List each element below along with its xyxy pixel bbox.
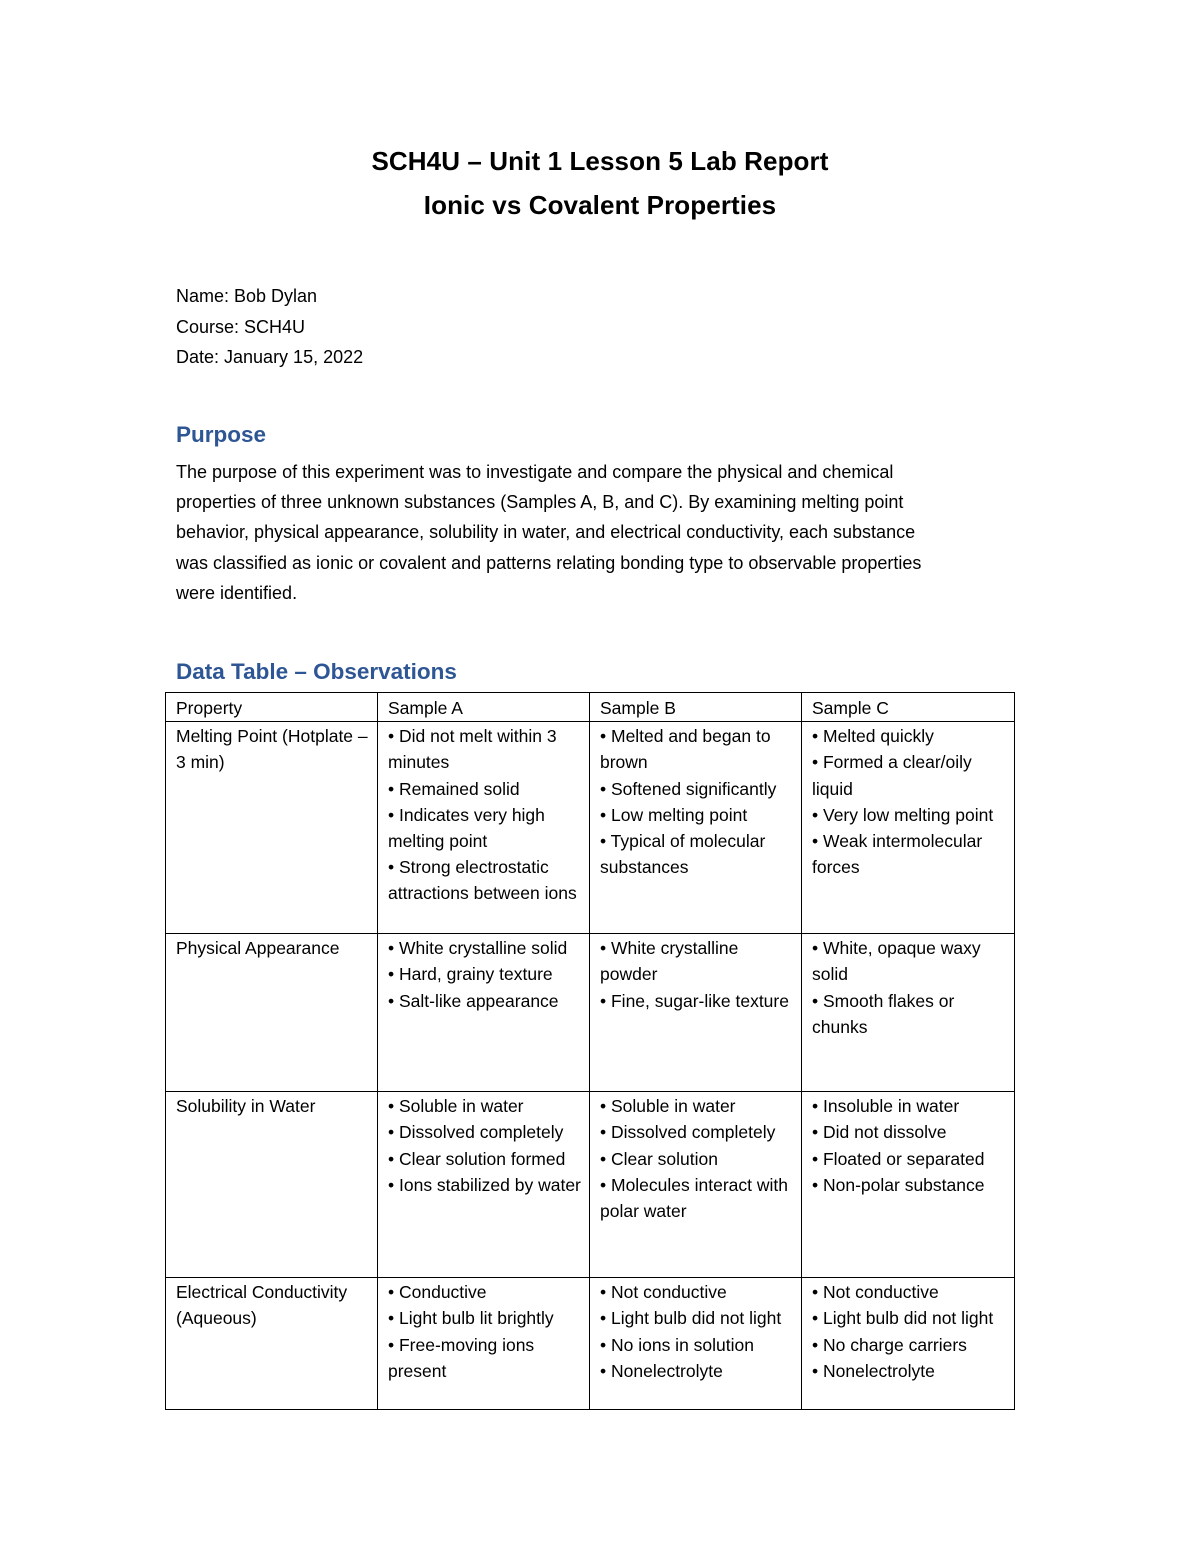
student-info — [176, 281, 363, 373]
observation-item: • Strong electrostatic attractions between ions — [388, 857, 577, 904]
observation-item: • Indicates very high melting point — [388, 804, 545, 852]
property-cell: Melting Point (Hotplate – 3 min) — [166, 722, 378, 934]
purpose-paragraph — [176, 457, 1016, 608]
observation-item: • Smooth flakes or chunks — [812, 990, 955, 1037]
sample-a-cell — [378, 1092, 590, 1278]
observation-item: • Melted and began to brown — [600, 726, 771, 773]
observation-item: • Ions stabilized by water — [388, 1174, 581, 1195]
document-title: SCH4U – Unit 1 Lesson 5 Lab Report — [371, 146, 829, 176]
document-subtitle: Ionic vs Covalent Properties — [423, 190, 777, 220]
observation-item: • Low melting point — [600, 804, 748, 825]
sample-b-cell — [590, 1092, 802, 1278]
purpose-heading: Purpose — [176, 422, 267, 447]
observation-item: • Floated or separated — [812, 1148, 985, 1169]
sample-a-cell — [378, 722, 590, 934]
observation-item: • Nonelectrolyte — [600, 1360, 723, 1381]
observation-item: • Did not dissolve — [812, 1122, 947, 1143]
property-cell: Electrical Conductivity (Aqueous) — [166, 1278, 378, 1410]
data-table-heading: Data Table – Observations — [176, 659, 457, 684]
observation-item: • Dissolved completely — [388, 1122, 564, 1143]
purpose-line: was classified as ionic or covalent and patterns relating bonding type to observable properties — [176, 552, 922, 573]
course-code: Course: SCH4U — [176, 316, 306, 337]
purpose-line: behavior, physical appearance, solubility in water, and electrical conductivity, each substance — [176, 522, 916, 543]
purpose-line: properties of three unknown substances (Samples A, B, and C). By examining melting point — [176, 492, 904, 513]
table-row — [166, 1092, 1015, 1278]
observation-item: • Free-moving ions present — [388, 1334, 535, 1381]
sample-c-cell — [802, 1092, 1015, 1278]
observation-item: • Not conductive — [812, 1282, 939, 1303]
observation-item: • Molecules interact with polar water — [600, 1174, 789, 1222]
sample-c-cell — [802, 722, 1015, 934]
observations-table — [165, 692, 1015, 1410]
observation-item: • White crystalline powder — [600, 938, 739, 985]
header-sample-a: Sample A — [378, 693, 590, 722]
observation-item: • No charge carriers — [812, 1334, 967, 1355]
sample-a-cell — [378, 934, 590, 1092]
purpose-line: were identified. — [176, 582, 298, 603]
header-property: Property — [166, 693, 378, 722]
observation-item: • Light bulb lit brightly — [388, 1308, 554, 1329]
observation-item: • Non-polar substance — [812, 1174, 985, 1195]
sample-a-cell — [378, 1278, 590, 1410]
purpose-line: The purpose of this experiment was to investigate and compare the physical and chemical — [176, 462, 894, 482]
sample-b-cell — [590, 722, 802, 934]
observation-item: • Softened significantly — [600, 778, 777, 799]
property-cell: Physical Appearance — [166, 934, 378, 1092]
student-name: Name: Bob Dylan — [176, 286, 318, 306]
observation-item: • Soluble in water — [388, 1096, 524, 1117]
observation-item: • Typical of molecular substances — [600, 831, 766, 878]
observation-item: • Formed a clear/oily liquid — [812, 752, 972, 799]
observation-item: • White, opaque waxy solid — [812, 938, 981, 985]
observation-item: • Soluble in water — [600, 1096, 736, 1117]
observation-item: • Fine, sugar-like texture — [600, 990, 789, 1011]
header-sample-b: Sample B — [590, 693, 802, 722]
observation-item: • Hard, grainy texture — [388, 964, 553, 985]
observation-item: • Nonelectrolyte — [812, 1360, 935, 1381]
observation-item: • Very low melting point — [812, 804, 994, 825]
observation-item: • Remained solid — [388, 778, 520, 799]
observation-item: • Light bulb did not light — [600, 1308, 782, 1329]
observation-item: • Dissolved completely — [600, 1122, 776, 1143]
observation-item: • Not conductive — [600, 1282, 727, 1303]
sample-b-cell — [590, 934, 802, 1092]
sample-c-cell — [802, 1278, 1015, 1410]
observation-item: • Did not melt within 3 minutes — [388, 726, 557, 773]
observation-item: • Conductive — [388, 1282, 487, 1303]
observation-item: • Light bulb did not light — [812, 1308, 994, 1329]
observation-item: • Insoluble in water — [812, 1096, 960, 1117]
observation-item: • Clear solution — [600, 1148, 718, 1169]
sample-c-cell — [802, 934, 1015, 1092]
report-date: Date: January 15, 2022 — [176, 347, 364, 367]
observation-item: • No ions in solution — [600, 1334, 754, 1355]
observation-item: • Salt-like appearance — [388, 990, 559, 1011]
table-header-row — [166, 693, 1015, 722]
table-row — [166, 1278, 1015, 1410]
observation-item: • Melted quickly — [812, 726, 934, 747]
observation-item: • Weak intermolecular forces — [812, 831, 983, 878]
sample-b-cell — [590, 1278, 802, 1410]
table-row — [166, 722, 1015, 934]
observation-item: • Clear solution formed — [388, 1148, 566, 1169]
property-cell: Solubility in Water — [166, 1092, 378, 1278]
observation-item: • White crystalline solid — [388, 938, 568, 959]
header-sample-c: Sample C — [802, 693, 1015, 722]
table-row — [166, 934, 1015, 1092]
